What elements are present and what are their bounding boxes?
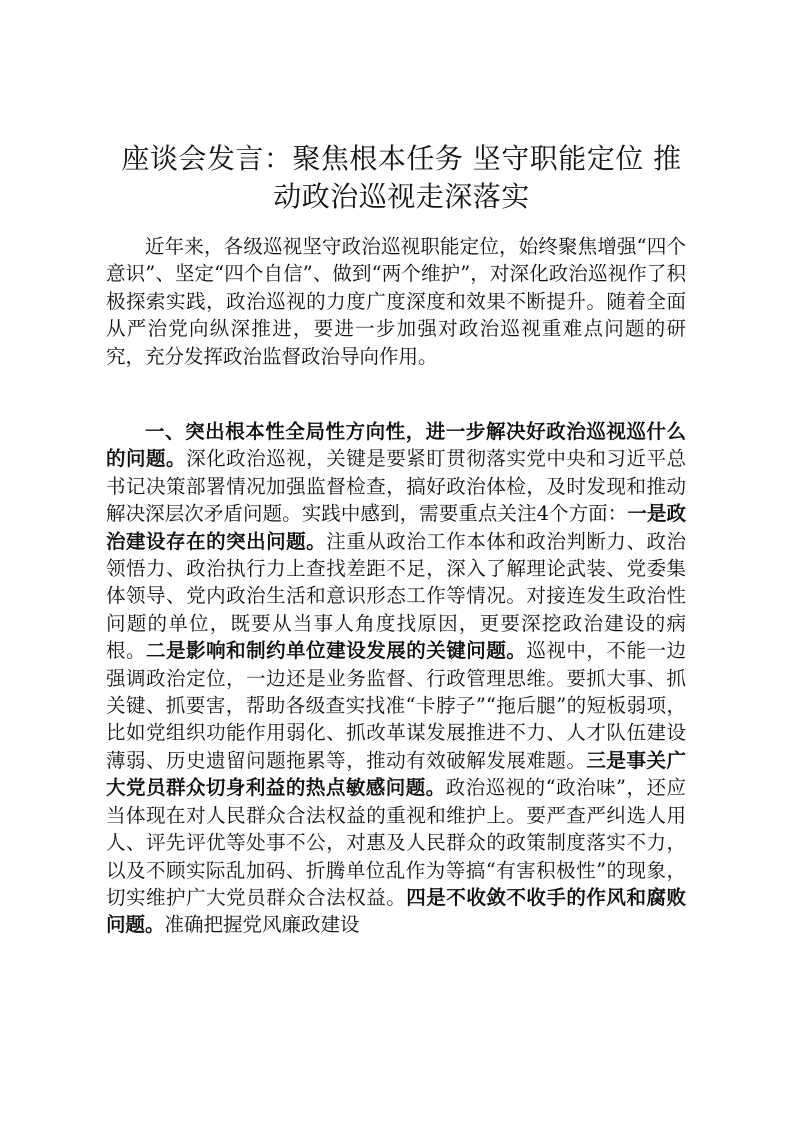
section-one-text-a: 深化政治巡视，关键是要紧盯贯彻落实党中央和习近平总书记决策部署情况加强监督检查，搞好政治体检，及时发现和推动解决深层次矛盾问题。实践中感到，需要重点关注4个方面： — [106, 447, 686, 526]
point-two-heading: 二是影响和制约单位建设发展的关键问题。 — [146, 639, 527, 663]
section-one-text-e: 准确把握党风廉政建设 — [164, 913, 360, 937]
document-title — [120, 140, 683, 216]
section-one-text-b: 注重从政治工作本体和政治判断力、政治领悟力、政治执行力上查找差距不足，深入了解理论武装、党委集体领导、党内政治生活和意识形态工作等情况。对接连发生政治性问题的单位，既要从当事人角度找原因，更要深挖政治建设的病根。 — [106, 529, 686, 663]
title-line-2: 动政治巡视走深落实 — [273, 180, 530, 213]
section-one-heading: 一、突出根本性全局性方向性，进一步解决好政治巡视巡什么的问题。 — [106, 420, 686, 471]
section-one-paragraph — [106, 418, 686, 939]
point-four-heading: 四是不收敛不收手的作风和腐败问题。 — [106, 885, 686, 937]
section-one-text-d: 政治巡视的“政治味”，还应当体现在对人民群众合法权益的重视和维护上。要严查严纠选人用人、评先评优等处事不公，对惠及人民群众的政策制度落实不力，以及不顾实际乱加码、折腾单位乱作为等搞“有害积极性”的现象，切实维护广大党员群众合法权益。 — [106, 776, 686, 909]
intro-paragraph: 近年来，各级巡视坚守政治巡视职能定位，始终聚焦增强“四个意识”、坚定“四个自信”、做到“两个维护”，对深化政治巡视作了积极探索实践，政治巡视的力度广度深度和效果不断提升。随着全面从严治党向纵深推进，要进一步加强对政治巡视重难点问题的研究，充分发挥政治监督政治导向作用。 — [106, 235, 686, 368]
section-one-text-c: 巡视中，不能一边强调政治定位，一边还是业务监督、行政管理思维。要抓大事、抓关键、抓要害，帮助各级查实找准“卡脖子”“拖后腿”的短板弱项，比如党组织功能作用弱化、抓改革谋发展推进不力、人才队伍建设薄弱、历史遗留问题拖累等，推动有效破解发展难题。 — [106, 639, 686, 772]
point-one-heading: 一是政治建设存在的突出问题。 — [106, 502, 686, 553]
title-line-1: 座谈会发言：聚焦根本任务 坚守职能定位 推 — [121, 142, 682, 175]
point-three-heading: 三是事关广大党员群众切身利益的热点敏感问题。 — [106, 748, 686, 800]
